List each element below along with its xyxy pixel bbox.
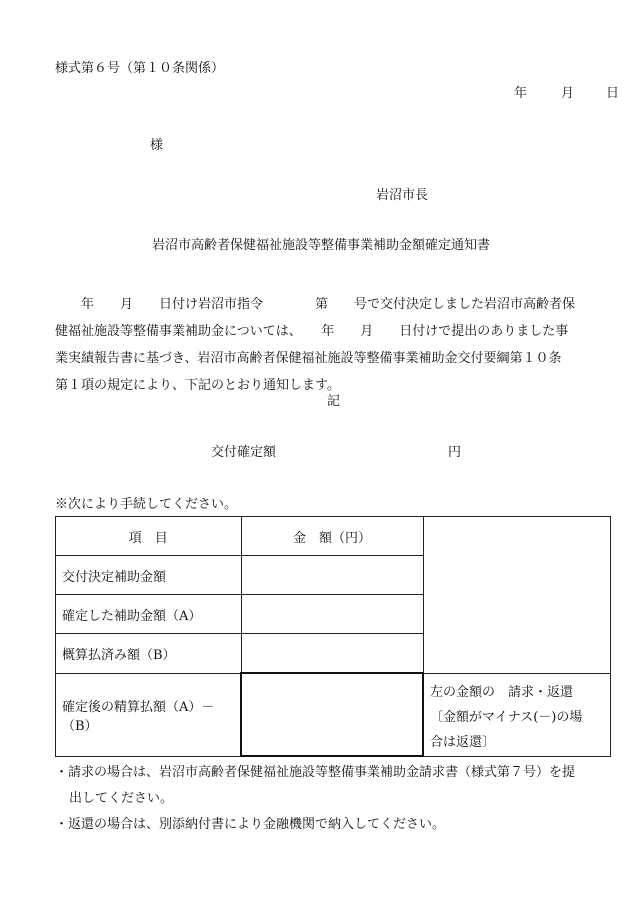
row-label-confirmed: 確定した補助金額（A） (56, 595, 242, 634)
addressee: 様 (150, 138, 164, 153)
document-title: 岩沼市高齢者保健福祉施設等整備事業補助金額確定通知書 (152, 238, 491, 253)
amount-cell-granted[interactable] (241, 556, 423, 595)
row-label-prepaid: 概算払済み額（B） (56, 634, 242, 674)
row-label-granted: 交付決定補助金額 (56, 556, 242, 595)
bullet-refund: ・返還の場合は、別添納付書により金融機関で納入してください。 (55, 817, 446, 832)
side-note (423, 673, 611, 756)
body-line: 第１項の規定により、下記のとおり通知します。 (55, 378, 340, 393)
bullet-claim-cont: 出してください。 (69, 791, 174, 806)
side-note-line: 左の金額の 請求・返還 (430, 684, 574, 700)
amount-cell-prepaid[interactable] (241, 634, 423, 674)
side-note-line: 〔金額がマイナス(－)の場 (430, 709, 583, 725)
yen-label: 円 (448, 445, 462, 460)
date-day: 日 (606, 86, 620, 101)
date-year: 年 (514, 86, 528, 101)
body-line: 健福祉施設等整備事業補助金については、 年 月 日付けで提出のありました事 (55, 324, 569, 339)
body-line: 業実績報告書に基づき、岩沼市高齢者保健福祉施設等整備事業補助金交付要綱第１０条 (55, 351, 562, 366)
side-note-line: 合は返還〕 (430, 734, 496, 750)
body-line: 年 月 日付け岩沼市指令 第 号で交付決定しました岩沼市高齢者保 (55, 297, 576, 312)
settlement-table (55, 516, 611, 757)
amount-cell-settlement[interactable] (241, 673, 423, 756)
header-item: 項 目 (56, 517, 242, 556)
blank-cell (423, 517, 611, 674)
bullet-claim: ・請求の場合は、岩沼市高齢者保健福祉施設等整備事業補助金請求書（様式第７号）を提 (55, 765, 576, 780)
body-text (55, 291, 615, 399)
form-number: 様式第６号（第１０条関係） (55, 61, 225, 76)
note-heading: ※次により手続してください。 (55, 497, 238, 512)
instructions (55, 760, 575, 838)
date-line (514, 87, 619, 100)
row-label-settlement: 確定後の精算払額（A）－（B） (56, 673, 242, 756)
header-amount: 金 額（円） (241, 517, 423, 556)
amount-label: 交付確定額 (211, 445, 277, 460)
amount-cell-confirmed[interactable] (241, 595, 423, 634)
date-month: 月 (561, 86, 575, 101)
issuer: 岩沼市長 (376, 188, 429, 203)
ki-heading: 記 (327, 394, 341, 409)
